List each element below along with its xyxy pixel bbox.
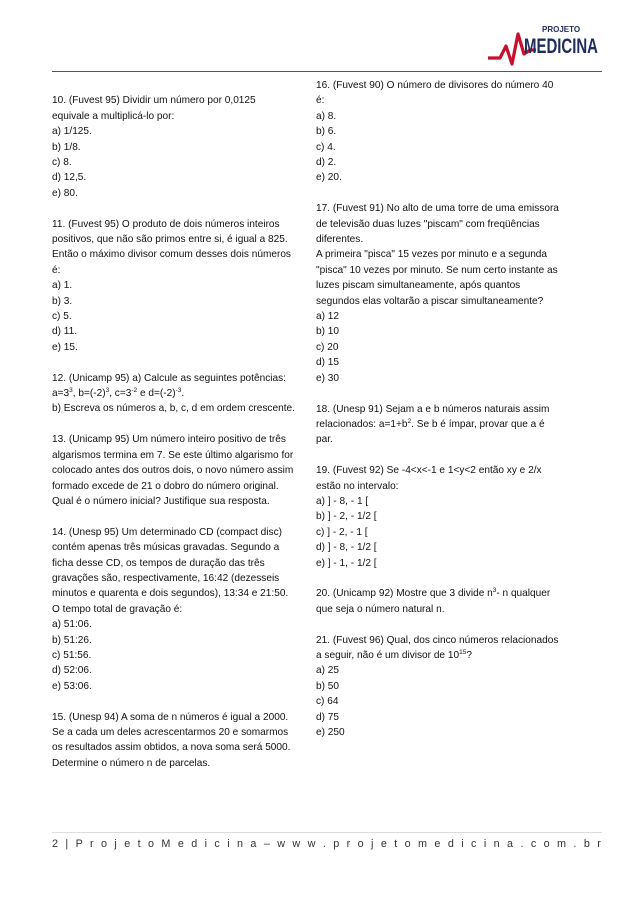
text-part: . — [181, 388, 185, 400]
text-line: segundos elas voltarão a piscar simultaneamente? — [316, 295, 544, 307]
superscript: 3 — [69, 387, 73, 395]
text-line: d) 11. — [52, 326, 78, 338]
text-line: 19. (Fuvest 92) Se -4<x<-1 e 1<y<2 então xy e 2/x — [316, 465, 542, 477]
text-line: diferentes. — [316, 234, 364, 246]
text-line: que seja o número natural n. — [316, 603, 445, 615]
text-line: d) 75 — [316, 711, 340, 723]
text-line: e) 53:06. — [52, 680, 92, 692]
superscript: 2 — [407, 417, 412, 425]
text-line: 15. (Unesp 94) A soma de n números é igual a 2000. — [52, 711, 289, 723]
text-line: colocado antes dos outros dois, o novo número assim — [52, 465, 294, 477]
text-line: a) ] - 8, - 1 [ — [316, 495, 369, 507]
text-line: 13. (Unicamp 95) Um número inteiro positivo de três — [52, 434, 286, 446]
text-line: e) 250 — [316, 726, 345, 738]
text-line: a) 8. — [316, 110, 337, 122]
blank-line — [52, 694, 314, 709]
superscript: 3 — [105, 387, 110, 395]
text-line: par. — [316, 434, 333, 446]
text-part: . Se b é ímpar, provar que a é — [411, 418, 545, 430]
blank-line — [52, 78, 314, 93]
superscript: 15 — [459, 648, 467, 656]
question-21-line — [316, 648, 578, 663]
text-line: 18. (Unesp 91) Sejam a e b números naturais assim — [316, 403, 550, 415]
text-line: d) 52:06. — [52, 665, 92, 677]
text-line: Qual é o número inicial? Justifique sua resposta. — [52, 495, 270, 507]
text-line: Determine o número n de parcelas. — [52, 757, 211, 769]
blank-line — [52, 355, 314, 370]
text-line: c) 64 — [316, 696, 339, 708]
header-rule — [52, 71, 602, 72]
text-line: estão no intervalo: — [316, 480, 399, 492]
text-line: d) 2. — [316, 157, 337, 169]
footer-rule — [52, 832, 602, 833]
text-line: "pisca" 10 vezes por minuto. Se num certo instante as — [316, 264, 558, 276]
text-part: - n qualquer — [496, 588, 551, 600]
question-20-line — [316, 586, 578, 601]
text-line: a) 1. — [52, 280, 73, 292]
superscript: -2 — [131, 387, 138, 395]
text-line: de televisão duas luzes "piscam" com freqüências — [316, 218, 540, 230]
text-line: d) ] - 8, - 1/2 [ — [316, 542, 377, 554]
right-column — [316, 78, 578, 740]
text-line: algarismos termina em 7. Se este último algarismo for — [52, 449, 294, 461]
text-line: b) 3. — [52, 295, 73, 307]
text-line: a) 1/125. — [52, 126, 92, 138]
text-line: a) 12 — [316, 311, 340, 323]
text-line: minutos e quarenta e dois segundos), 13:34 e 21:50. — [52, 588, 289, 600]
text-line: 12. (Unicamp 95) a) Calcule as seguintes potências: — [52, 372, 286, 384]
blank-line — [52, 509, 314, 524]
text-line: os resultados assim obtidos, a nova soma será 5000. — [52, 742, 291, 754]
text-line: A primeira "pisca" 15 vezes por minuto e a segunda — [316, 249, 548, 261]
text-line: é: — [316, 95, 325, 107]
text-line: luzes piscam simultaneamente, após quantos — [316, 280, 521, 292]
text-line: c) 20 — [316, 341, 339, 353]
text-part: , c=3 — [109, 388, 132, 400]
text-line: e) 30 — [316, 372, 340, 384]
superscript: -3 — [175, 387, 182, 395]
text-line: positivos, que não são primos entre si, é igual a 825. — [52, 234, 288, 246]
text-line: e) 20. — [316, 172, 342, 184]
text-part: a seguir, não é um divisor de 10 — [316, 649, 460, 661]
blank-line — [316, 386, 578, 401]
text-line: formado excede de 21 o dobro do número original. — [52, 480, 279, 492]
logo-big-text: MEDICINA — [524, 35, 598, 58]
text-part: e d=(-2) — [137, 388, 176, 400]
text-line: a) 25 — [316, 665, 340, 677]
blank-line — [316, 448, 578, 463]
text-line: b) 1/8. — [52, 141, 81, 153]
left-column — [52, 78, 314, 771]
text-line: 11. (Fuvest 95) O produto de dois números inteiros — [52, 218, 280, 230]
text-line: a) 51:06. — [52, 619, 92, 631]
logo-small-text: PROJETO — [542, 25, 581, 34]
text-line: c) 4. — [316, 141, 336, 153]
text-line: O tempo total de gravação é: — [52, 603, 183, 615]
text-part: 20. (Unicamp 92) Mostre que 3 divide n — [316, 588, 493, 600]
text-line: b) Escreva os números a, b, c, d em ordem crescente. — [52, 403, 295, 415]
text-line: 14. (Unesp 95) Um determinado CD (compact disc) — [52, 526, 282, 538]
text-line: d) 15 — [316, 357, 340, 369]
text-part: a=3 — [52, 388, 70, 400]
text-line: equivale a multiplicá-lo por: — [52, 110, 175, 122]
page-footer: 2 | P r o j e t o M e d i c i n a – w w w . p r o j e t o m e d i c i n a . c o m . b r — [52, 838, 604, 850]
text-line: b) 6. — [316, 126, 337, 138]
text-line: b) 51:26. — [52, 634, 92, 646]
text-line: contém apenas três músicas gravadas. Segundo a — [52, 542, 280, 554]
superscript: 3 — [492, 587, 497, 595]
powers-line — [52, 386, 314, 401]
text-line: é: — [52, 264, 61, 276]
text-line: ficha desse CD, os tempos de duração das três — [52, 557, 265, 569]
question-21-title: 21. (Fuvest 96) Qual, dos cinco números relacionados — [316, 634, 559, 646]
text-line: 10. (Fuvest 95) Dividir um número por 0,0125 — [52, 95, 256, 107]
text-line: e) 80. — [52, 187, 78, 199]
text-line: b) 10 — [316, 326, 340, 338]
text-line: c) ] - 2, - 1 [ — [316, 526, 368, 538]
text-line: e) 15. — [52, 341, 78, 353]
text-line: 16. (Fuvest 90) O número de divisores do número 40 — [316, 80, 554, 91]
text-part: ? — [466, 649, 472, 661]
text-line: Se a cada um deles acrescentarmos 20 e somarmos — [52, 726, 289, 738]
blank-line — [316, 186, 578, 201]
question-18-line — [316, 417, 578, 432]
text-line: d) 12,5. — [52, 172, 87, 184]
text-line: 17. (Fuvest 91) No alto de uma torre de uma emissora — [316, 203, 559, 215]
text-line: e) ] - 1, - 1/2 [ — [316, 557, 377, 569]
text-line: c) 8. — [52, 157, 72, 169]
blank-line — [316, 571, 578, 586]
text-part: , b=(-2) — [72, 388, 106, 400]
projeto-medicina-logo — [484, 20, 600, 70]
text-line: b) ] - 2, - 1/2 [ — [316, 511, 377, 523]
blank-line — [52, 201, 314, 216]
text-line: c) 5. — [52, 311, 72, 323]
blank-line — [52, 417, 314, 432]
text-line: gravações são, respectivamente, 16:42 (dezesseis — [52, 572, 280, 584]
text-line: Então o máximo divisor comum desses dois números — [52, 249, 291, 261]
blank-line — [316, 617, 578, 632]
text-line: b) 50 — [316, 680, 340, 692]
text-part: relacionados: a=1+b — [316, 418, 408, 430]
text-line: c) 51:56. — [52, 649, 92, 661]
